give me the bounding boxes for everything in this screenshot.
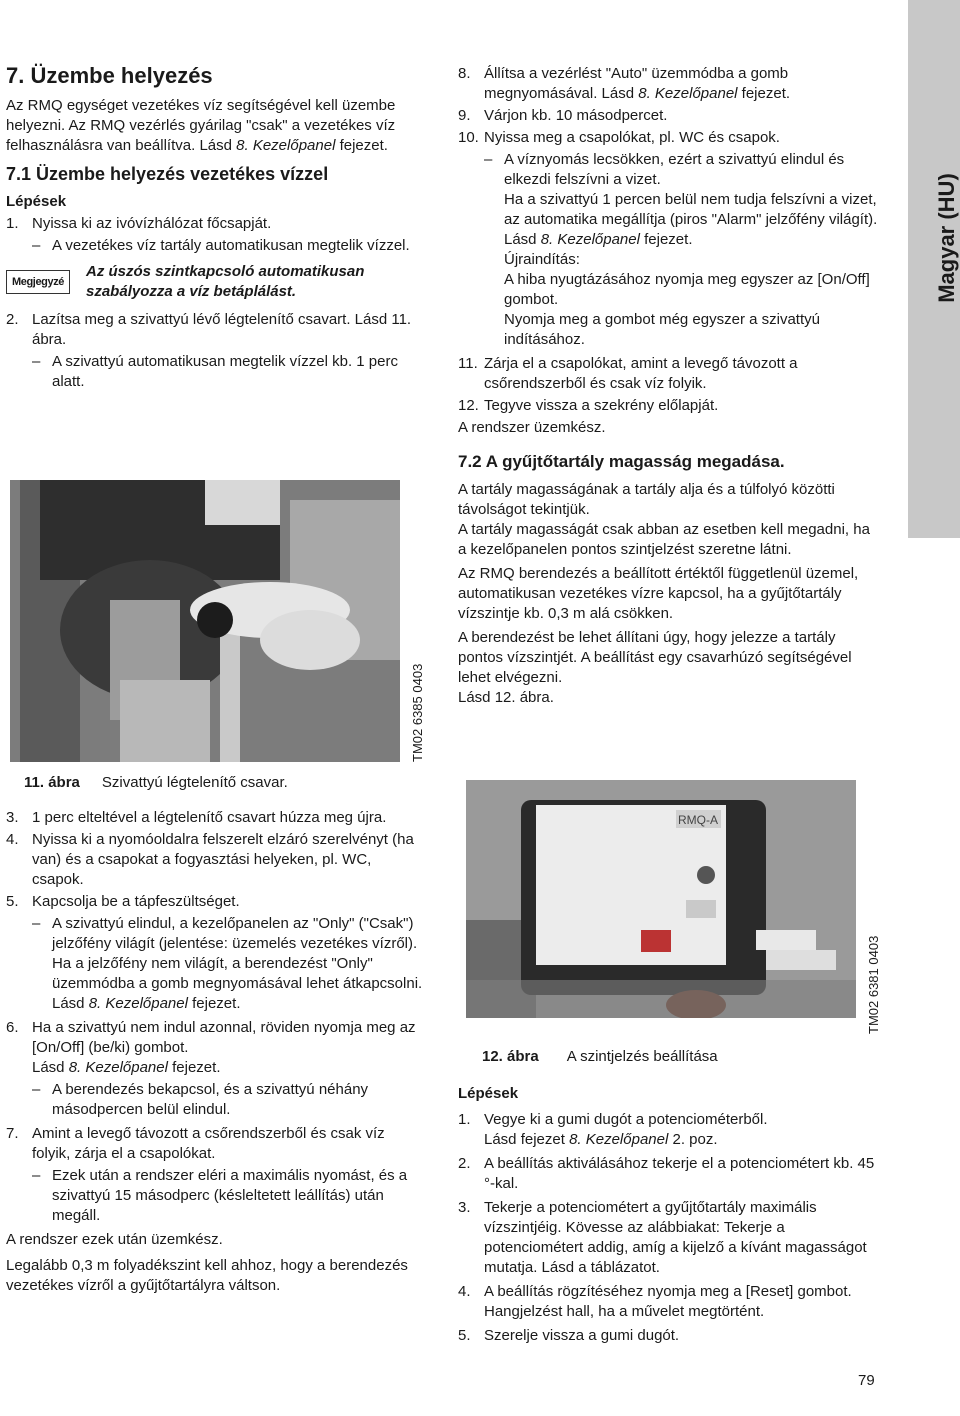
- language-label: Magyar (HU): [934, 173, 959, 303]
- section-title: 7. Üzembe helyezés: [6, 63, 213, 88]
- right-column-steps: [458, 1082, 878, 1348]
- figure-12-photo: [466, 780, 856, 1018]
- final-paragraph: Legalább 0,3 m folyadékszint kell ahhoz, hogy a berendezés vezetékes vízről a gyűjtőtartályra váltson.: [6, 1257, 408, 1294]
- step-5-dash: – A szivattyú elindul, a kezelőpanelen az "Only" ("Csak") jelzőfény világít (jelentése: üzemelés vezetékes vízről). Ha a jelzőfény nem világít, a berendezést "Only" üzemmódba a gomb megnyomásával lehet átkapcsolni. Lásd 8. Kezelőpanel fejezet.: [32, 915, 423, 1012]
- step-1: 1. Nyissa ki az ivóvízhálózat főcsapját.: [6, 215, 272, 232]
- step-12: 12. Tegyve vissza a szekrény előlapját.: [458, 397, 719, 414]
- note-box: [6, 262, 426, 302]
- level-step-4: 4. A beállítás rögzítéséhez nyomja meg a [Reset] gombot. Hangjelzést hall, ha a művelet megtörtént.: [458, 1283, 852, 1320]
- figure-11-photo: [10, 480, 400, 762]
- level-step-5: 5. Szerelje vissza a gumi dugót.: [458, 1327, 680, 1344]
- step-7: 7. Amint a levegő távozott a csőrendszerből és csak víz folyik, zárja el a csapolókat.: [6, 1125, 385, 1162]
- step-7-dash: – Ezek után a rendszer eléri a maximális nyomást, és a szivattyú 15 másodperc (késleltetett leállítás) után megáll.: [32, 1167, 408, 1224]
- language-side-tab: [908, 0, 960, 538]
- step-6: 6. Ha a szivattyú nem indul azonnal, röviden nyomja meg az [On/Off] (be/ki) gombot. Lásd 8. Kezelőpanel fejezet.: [6, 1019, 416, 1076]
- tank-height-p2: Az RMQ berendezés a beállított értéktől függetlenül üzemel, automatikusan vezetékes vízre kapcsol, ha a gyűjtőtartály vízszintje kb. 0,3 m alá csökken.: [458, 565, 859, 622]
- note-label: Megjegyzé: [6, 270, 70, 294]
- control-panel-illustration: [466, 780, 856, 1018]
- level-step-3: 3. Tekerje a potenciométert a gyűjtőtartály maximális vízszintjéig. Kövesse az alábbiakat: Tekerje a potenciométert addig, amíg a kijelző a kívánt magasságot mutatja. Lásd a táblázatot.: [458, 1199, 867, 1276]
- page-number: 79: [858, 1372, 875, 1389]
- figure-12-reference: TM02 6381 0403: [866, 935, 881, 1034]
- svg-text:RMQ-A: RMQ-A: [678, 813, 718, 827]
- note-text: Az úszós szintkapcsoló automatikusan szabályozza a víz betáplálást.: [86, 263, 365, 300]
- steps-heading-right: Lépések: [458, 1085, 519, 1102]
- left-column: [6, 62, 426, 396]
- step-6-dash: – A berendezés bekapcsol, és a szivattyú néhány másodpercen belül elindul.: [32, 1081, 369, 1118]
- step-10: 10. Nyissa meg a csapolókat, pl. WC és csapok.: [458, 129, 780, 146]
- pump-photo-illustration: [10, 480, 400, 762]
- step-8: 8. Állítsa a vezérlést "Auto" üzemmódba a gomb megnyomásával. Lásd 8. Kezelőpanel fejezet.: [458, 65, 791, 102]
- tank-height-p1: A tartály magasságának a tartály alja és a túlfolyó közötti távolságot tekintjük. A tartály magasságát csak abban az esetben kell megadni, ha a kezelőpanelen pontos szintjelzést szeretne látni.: [458, 481, 870, 558]
- subsection-72-title: 7.2 A gyűjtőtartály magasság megadása.: [458, 452, 785, 471]
- level-step-1: 1. Vegye ki a gumi dugót a potenciométerből. Lásd fejezet 8. Kezelőpanel 2. poz.: [458, 1111, 768, 1148]
- system-ready-text: A rendszer ezek után üzemkész.: [6, 1231, 223, 1248]
- step-11: 11. Zárja el a csapolókat, amint a levegő távozott a csőrendszerből és csak víz folyik.: [458, 355, 798, 392]
- system-ready-right: A rendszer üzemkész.: [458, 419, 606, 436]
- step-5: 5. Kapcsolja be a tápfeszültséget.: [6, 893, 240, 910]
- figure-11-caption: 11. ábra Szivattyú légtelenítő csavar.: [24, 774, 288, 791]
- step-1-dash: – A vezetékes víz tartály automatikusan megtelik vízzel.: [32, 237, 410, 254]
- tank-height-p3: A berendezést be lehet állítani úgy, hogy jelezze a tartály pontos vízszintjét. A beállítást egy csavarhúzó segítségével lehet elvégezni. Lásd 12. ábra.: [458, 629, 852, 706]
- step-2: 2. Lazítsa meg a szivattyú lévő légtelenítő csavart. Lásd 11. ábra.: [6, 311, 412, 348]
- steps-heading: Lépések: [6, 193, 67, 210]
- subsection-title: 7.1 Üzembe helyezés vezetékes vízzel: [6, 164, 329, 184]
- level-step-2: 2. A beállítás aktiválásához tekerje el a potenciométert kb. 45 °-kal.: [458, 1155, 875, 1192]
- step-10-dash: – A víznyomás lecsökken, ezért a szivattyú elindul és elkezdi felszívni a vizet.: [484, 151, 845, 188]
- step-4: 4. Nyissa ki a nyomóoldalra felszerelt elzáró szerelvényt (ha van) és a csapokat a fogyasztási helyeken, pl. WC, csapok.: [6, 831, 414, 888]
- figure-12-caption: 12. ábra A szintjelzés beállítása: [482, 1048, 718, 1065]
- step-3: 3. 1 perc elteltével a légtelenítő csavart húzza meg újra.: [6, 809, 387, 826]
- step-2-dash: – A szivattyú automatikusan megtelik vízzel kb. 1 perc alatt.: [32, 353, 398, 390]
- left-column-continued: [6, 808, 426, 1302]
- figure-11-reference: TM02 6385 0403: [410, 663, 425, 762]
- intro-paragraph: Az RMQ egységet vezetékes víz segítségével kell üzembe helyezni. Az RMQ vezérlés gyárilag "csak" a vezetékes víz felhasználásra van beállítva. Lásd 8. Kezelőpanel fejezet.: [6, 97, 396, 154]
- step-10-continuation: Ha a szivattyú 1 percen belül nem tudja felszívni a vizet, az automatika megállítja (piros "Alarm" jelzőfény világít). Lásd 8. Kezelőpanel fejezet. Újraindítás: A hiba nyugtázásához nyomja meg egyszer az [On/Off] gombot. Nyomja meg a gombot még egyszer a szivattyú indításához.: [504, 191, 878, 348]
- step-9: 9. Várjon kb. 10 másodpercet.: [458, 107, 668, 124]
- right-column: [458, 64, 878, 712]
